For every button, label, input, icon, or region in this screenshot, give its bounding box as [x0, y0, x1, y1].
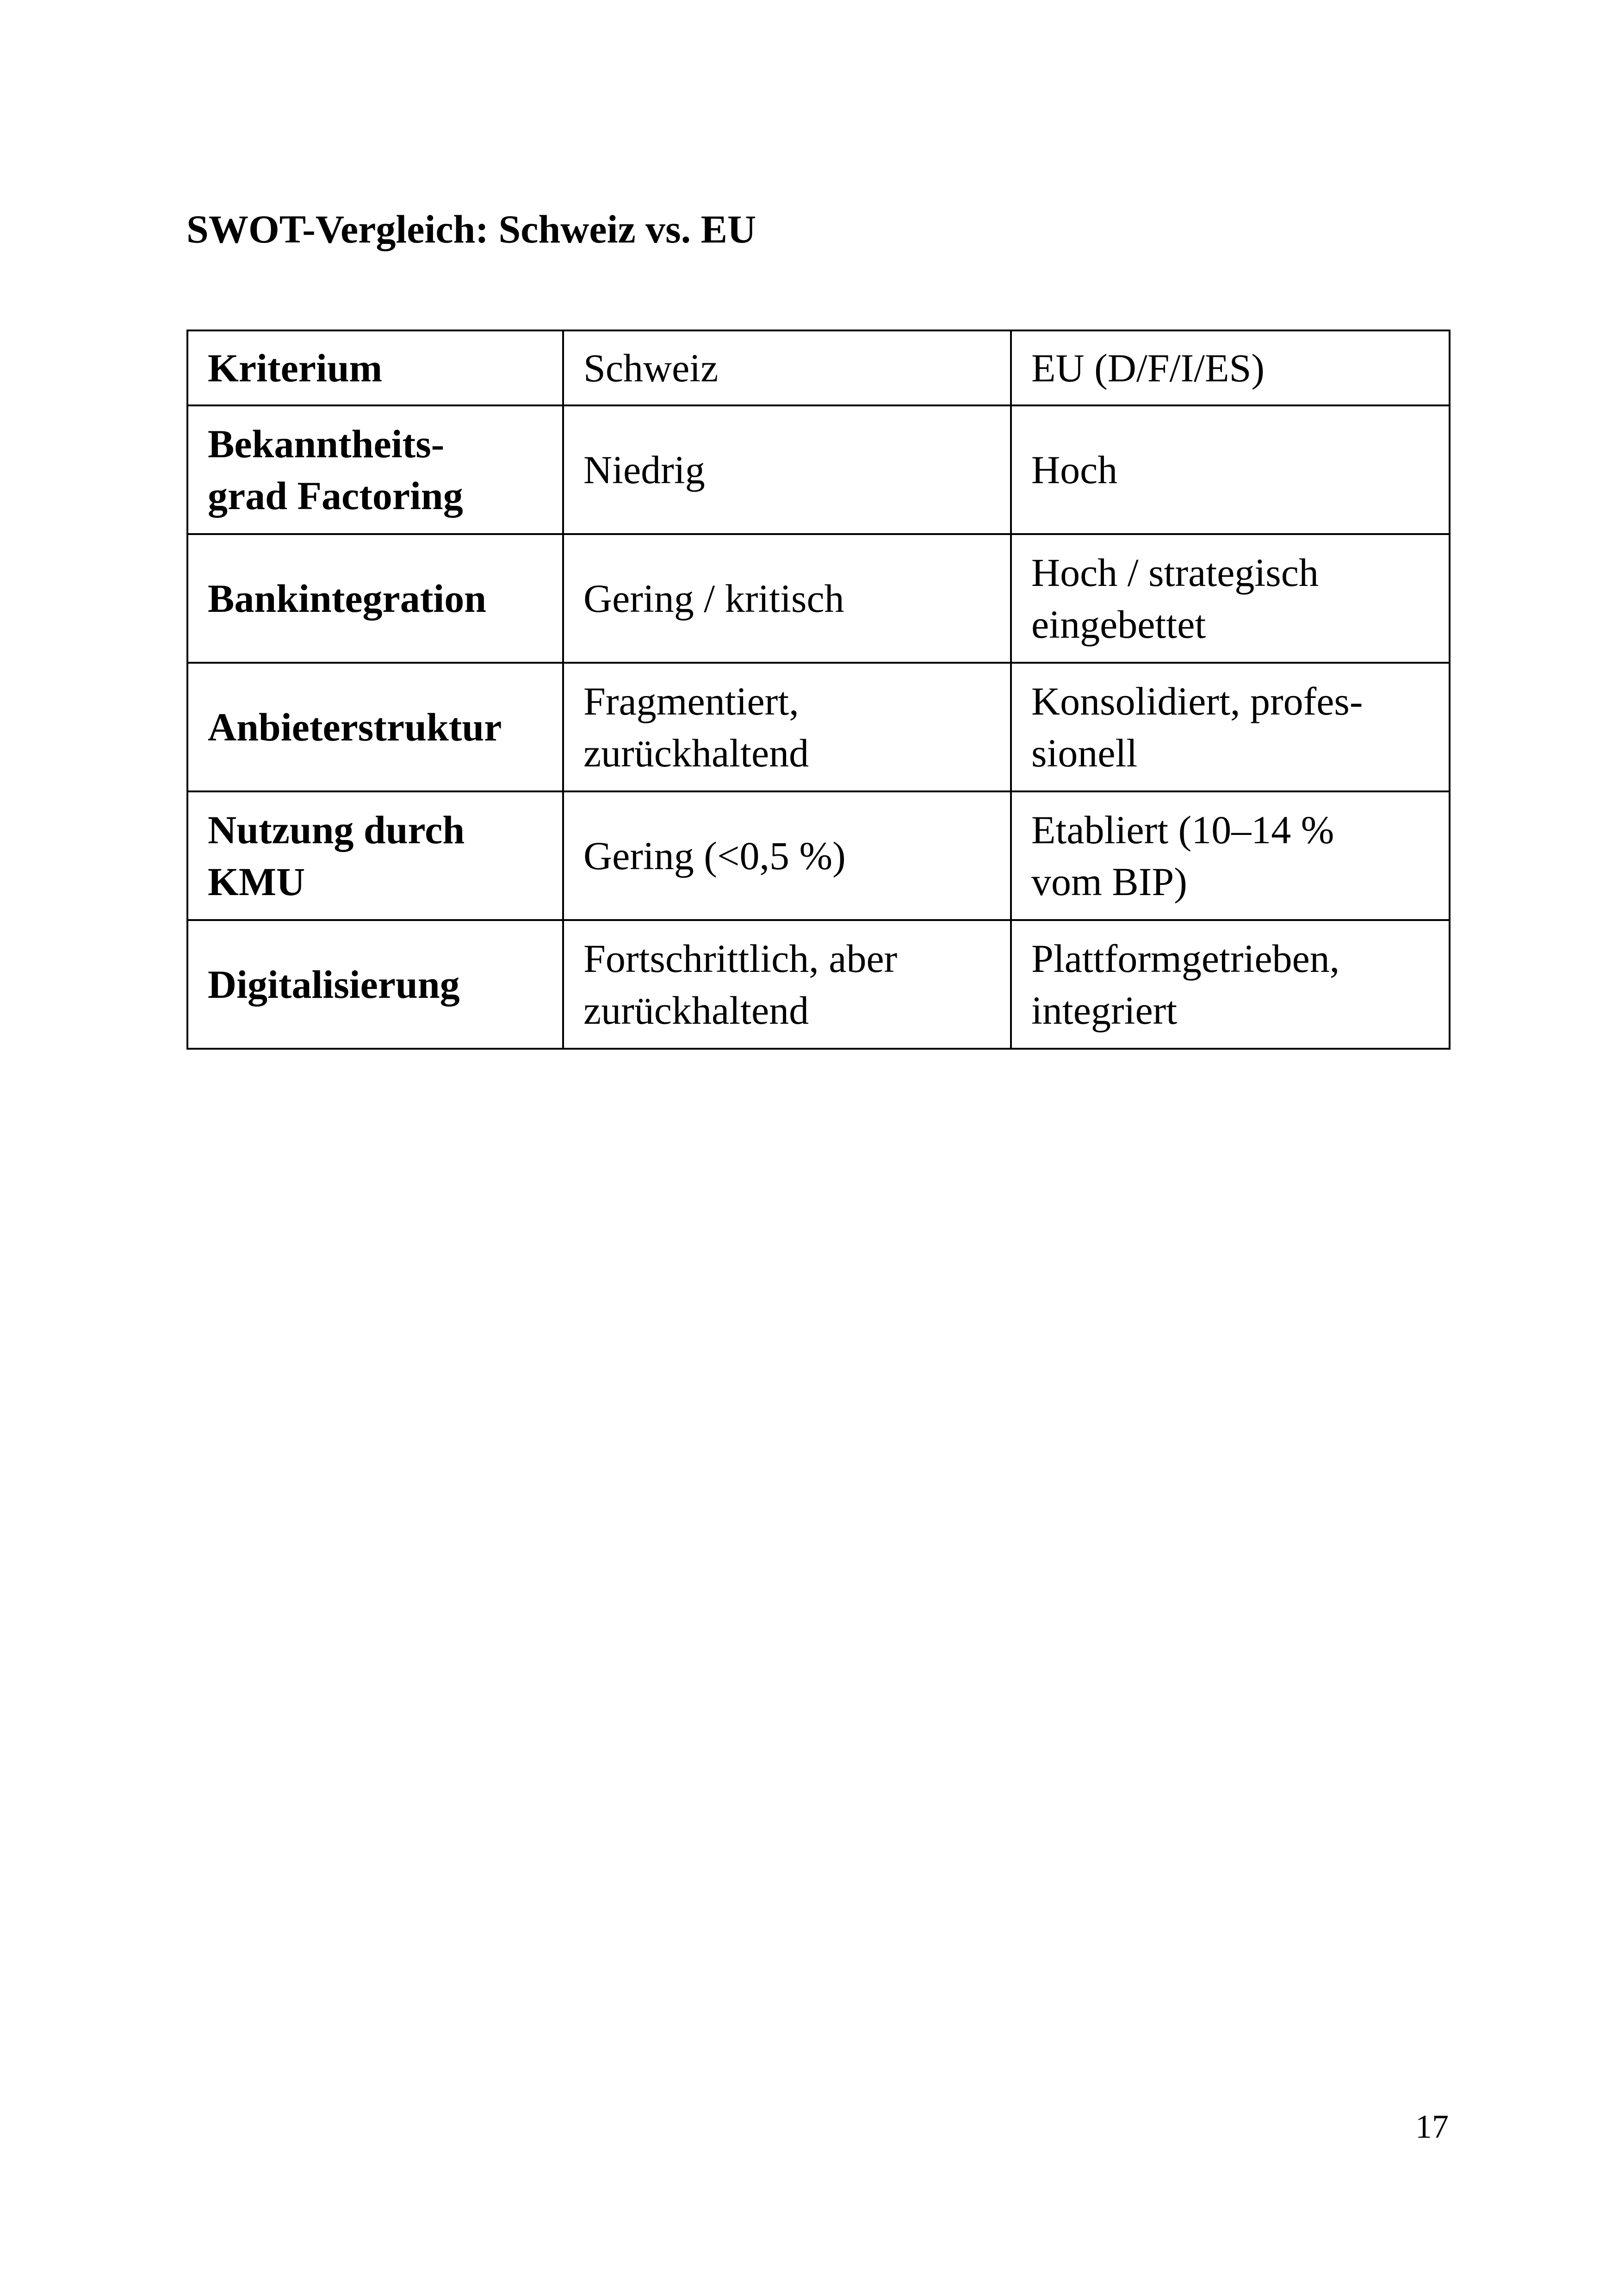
cell-line: Hoch / strategisch — [1031, 550, 1319, 595]
schweiz-cell — [563, 534, 1011, 663]
eu-cell — [1011, 534, 1450, 663]
page-number: 17 — [1415, 2108, 1449, 2145]
criterion-cell — [187, 405, 563, 534]
table-row — [187, 534, 1450, 663]
cell-line: Etabliert (10–14 % — [1031, 808, 1334, 852]
schweiz-cell — [563, 920, 1011, 1049]
eu-cell — [1011, 920, 1450, 1049]
cell-line: Bekanntheits- — [208, 422, 445, 466]
header-eu: EU (D/F/I/ES) — [1011, 330, 1450, 405]
cell-line: Konsolidiert, profes- — [1031, 679, 1363, 723]
criterion-cell — [187, 663, 563, 791]
cell-line: Gering (<0,5 %) — [583, 834, 846, 878]
page-title: SWOT-Vergleich: Schweiz vs. EU — [186, 207, 756, 251]
table-header-row — [187, 330, 1450, 405]
cell-line: Plattformgetrieben, — [1031, 936, 1340, 981]
schweiz-cell — [563, 663, 1011, 791]
table-row — [187, 920, 1450, 1049]
cell-line: KMU — [208, 859, 305, 904]
cell-line: Gering / kritisch — [583, 576, 844, 621]
swot-comparison-table — [186, 330, 1451, 1050]
cell-line: eingebettet — [1031, 602, 1206, 647]
cell-line: grad Factoring — [208, 473, 463, 518]
table-row — [187, 791, 1450, 920]
eu-cell — [1011, 791, 1450, 920]
schweiz-cell — [563, 405, 1011, 534]
cell-line: vom BIP) — [1031, 859, 1187, 904]
criterion-cell — [187, 534, 563, 663]
cell-line: Nutzung durch — [208, 808, 465, 852]
cell-line: Digitalisierung — [208, 962, 460, 1007]
cell-line: sionell — [1031, 731, 1138, 775]
eu-cell — [1011, 663, 1450, 791]
table-row — [187, 405, 1450, 534]
cell-line: Hoch — [1031, 448, 1118, 492]
schweiz-cell — [563, 791, 1011, 920]
eu-cell — [1011, 405, 1450, 534]
table-row — [187, 663, 1450, 791]
criterion-cell — [187, 791, 563, 920]
cell-line: Bankintegration — [208, 576, 487, 621]
cell-line: Niedrig — [583, 448, 705, 492]
criterion-cell — [187, 920, 563, 1049]
cell-line: Fragmentiert, — [583, 679, 799, 723]
cell-line: integriert — [1031, 988, 1178, 1033]
cell-line: zurückhaltend — [583, 731, 809, 775]
cell-line: Anbieterstruktur — [208, 705, 502, 749]
header-criterion: Kriterium — [187, 330, 563, 405]
header-schweiz: Schweiz — [563, 330, 1011, 405]
cell-line: Fortschrittlich, aber — [583, 936, 898, 981]
cell-line: zurückhaltend — [583, 988, 809, 1033]
